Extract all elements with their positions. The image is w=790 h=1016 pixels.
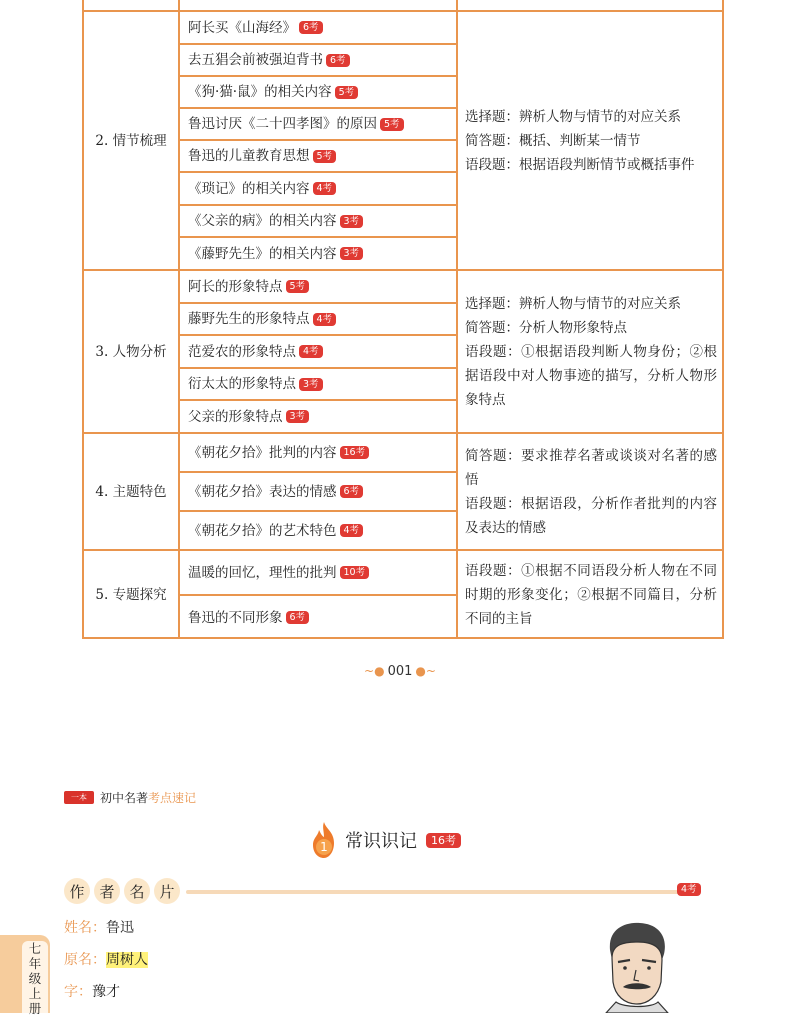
exam-count-badge: 6考 — [326, 54, 350, 67]
exam-count-badge: 5考 — [380, 118, 404, 131]
question-types: 选择题：辨析人物与情节的对应关系 简答题：概括、判断某一情节 语段题：根据语段判断情节或概括事件 — [456, 10, 724, 269]
question-types: 简答题：要求推荐名著或谈谈对名著的感悟 语段题：根据语段，分析作者批判的内容及表达的情感 — [456, 432, 724, 549]
table-row: 阿长买《山海经》 6考 — [178, 10, 456, 43]
table-cell-top-3 — [456, 0, 724, 10]
table-row: 温暖的回忆，理性的批判 10考 — [178, 549, 456, 594]
table-row: 鲁迅的儿童教育思想 5考 — [178, 139, 456, 171]
table-row: 阿长的形象特点 5考 — [178, 269, 456, 302]
ornament-left-icon: ~● — [364, 664, 385, 678]
page-number: ~● 001 ●~ — [364, 663, 436, 679]
exam-count-badge: 4考 — [313, 313, 337, 326]
svg-text:1: 1 — [320, 840, 328, 854]
table-row: 《父亲的病》的相关内容 3考 — [178, 204, 456, 236]
table-row: 《狗·猫·鼠》的相关内容 5考 — [178, 75, 456, 107]
author-courtesy-name: 字：豫才 — [64, 984, 120, 1000]
heading-char: 名 — [124, 878, 150, 904]
question-types: 选择题：辨析人物与情节的对应关系 简答题：分析人物形象特点 语段题：①根据语段判断人物身份；②根据语段中对人物事迹的描写，分析人物形象特点 — [456, 269, 724, 432]
exam-count-badge: 16考 — [426, 833, 461, 848]
table-row: 《朝花夕拾》批判的内容 16考 — [178, 432, 456, 471]
exam-count-badge: 3考 — [299, 378, 323, 391]
group-label-plot: 2. 情节梳理 — [82, 10, 178, 269]
exam-count-badge: 6考 — [340, 485, 364, 498]
table-cell-top-1 — [82, 0, 178, 10]
section-title: 1 常识识记 16考 — [309, 820, 461, 860]
exam-count-badge: 4考 — [677, 883, 701, 896]
divider — [186, 890, 686, 894]
exam-count-badge: 6考 — [299, 21, 323, 34]
exam-count-badge: 4考 — [299, 345, 323, 358]
heading-char: 者 — [94, 878, 120, 904]
exam-count-badge: 5考 — [335, 86, 359, 99]
author-portrait-icon — [596, 920, 676, 1013]
exam-count-badge: 4考 — [340, 524, 364, 537]
exam-points-table — [82, 0, 724, 639]
exam-count-badge: 5考 — [286, 280, 310, 293]
table-row: 去五猖会前被强迫背书 6考 — [178, 43, 456, 75]
table-cell-top-2 — [178, 0, 456, 10]
group-label-themes: 4. 主题特色 — [82, 432, 178, 549]
table-row: 《藤野先生》的相关内容 3考 — [178, 236, 456, 269]
table-row: 藤野先生的形象特点 4考 — [178, 302, 456, 334]
table-row: 《朝花夕拾》的艺术特色 4考 — [178, 510, 456, 549]
table-row: 衍太太的形象特点 3考 — [178, 367, 456, 399]
brand-header: 一本 初中名著 考点速记 — [64, 789, 196, 805]
author-card-header — [64, 878, 714, 906]
table-row: 《琐记》的相关内容 4考 — [178, 171, 456, 204]
table-row: 范爱农的形象特点 4考 — [178, 334, 456, 367]
exam-count-badge: 4考 — [313, 182, 337, 195]
group-label-topics: 5. 专题探究 — [82, 549, 178, 639]
exam-count-badge: 3考 — [340, 215, 364, 228]
exam-count-badge: 3考 — [286, 410, 310, 423]
table-row: 鲁迅的不同形象 6考 — [178, 594, 456, 639]
exam-count-badge: 16考 — [340, 446, 370, 459]
table-row: 鲁迅讨厌《二十四孝图》的原因 5考 — [178, 107, 456, 139]
brand-logo: 一本 — [64, 791, 94, 804]
heading-char: 作 — [64, 878, 90, 904]
question-types: 语段题：①根据不同语段分析人物在不同时期的形象变化；②根据不同篇目，分析不同的主旨 — [456, 549, 724, 639]
table-row: 《朝花夕拾》表达的情感 6考 — [178, 471, 456, 510]
table-row: 父亲的形象特点 3考 — [178, 399, 456, 432]
exam-count-badge: 5考 — [313, 150, 337, 163]
heading-char: 片 — [154, 878, 180, 904]
exam-count-badge: 6考 — [286, 611, 310, 624]
exam-count-badge: 3考 — [340, 247, 364, 260]
group-label-characters: 3. 人物分析 — [82, 269, 178, 432]
ornament-right-icon: ●~ — [415, 664, 436, 678]
author-name: 姓名：鲁迅 — [64, 920, 134, 936]
author-original-name: 原名：周树人 — [64, 952, 148, 968]
exam-count-badge: 10考 — [340, 566, 370, 579]
flame-icon — [309, 821, 339, 859]
grade-side-tab: 七 年 级 上 册 — [0, 935, 50, 1013]
